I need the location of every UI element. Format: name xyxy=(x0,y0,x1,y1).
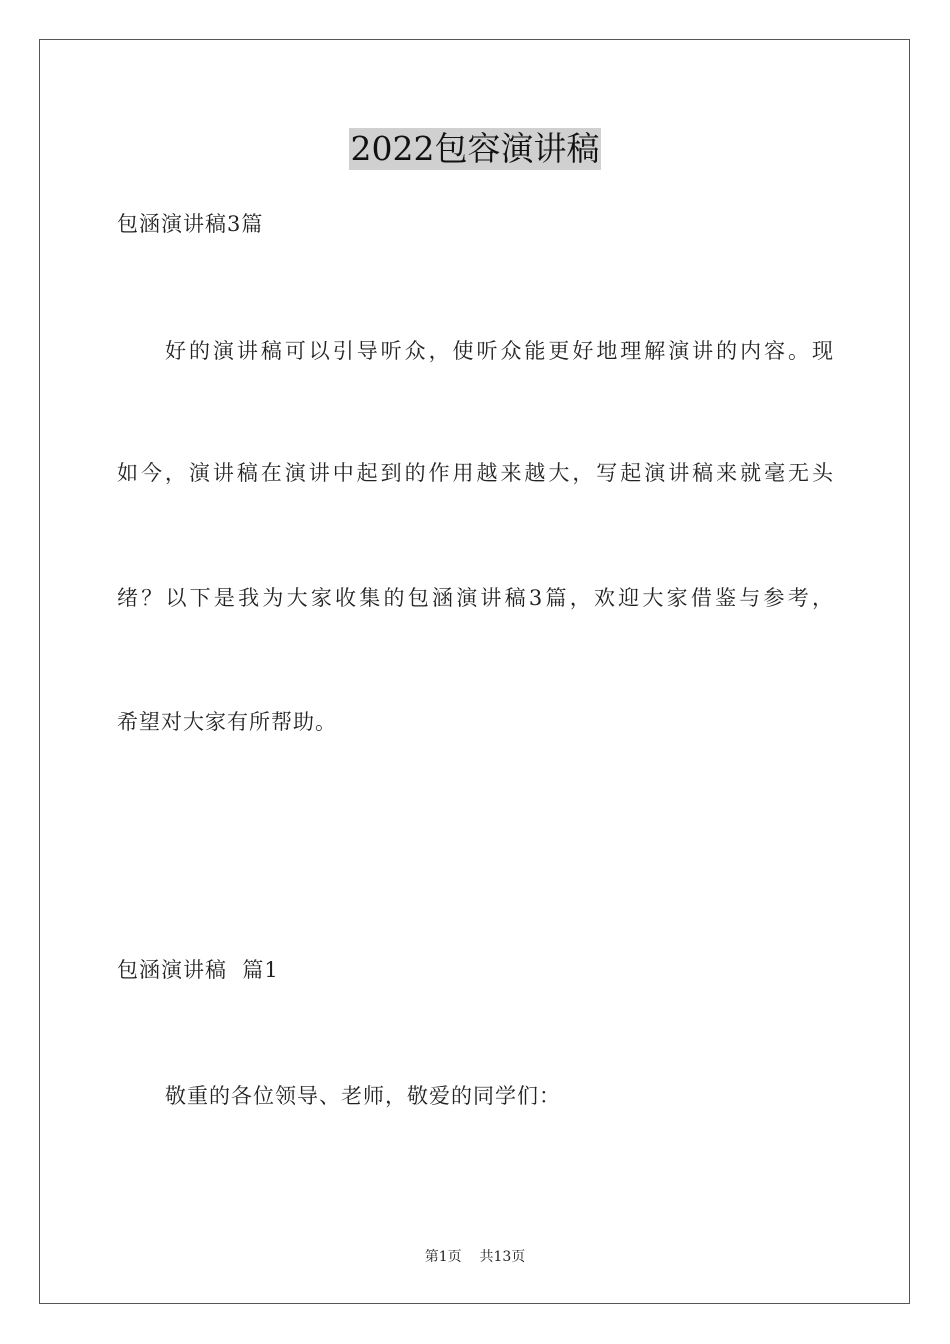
intro-line-4: 希望对大家有所帮助。 xyxy=(117,710,337,734)
page-number-footer: 第1页 共13页 xyxy=(424,1249,526,1265)
document-title: 2022包容演讲稿 xyxy=(350,129,600,168)
intro-line-3: 绪？以下是我为大家收集的包涵演讲稿3篇，欢迎大家借鉴与参考， xyxy=(117,586,833,610)
title-container xyxy=(0,128,950,170)
document-subtitle: 包涵演讲稿3篇 xyxy=(117,212,264,236)
intro-line-1: 好的演讲稿可以引导听众，使听众能更好地理解演讲的内容。现 xyxy=(165,339,833,363)
salutation: 敬重的各位领导、老师，敬爱的同学们： xyxy=(165,1084,561,1108)
section-heading: 包涵演讲稿 篇1 xyxy=(117,958,279,982)
intro-line-2: 如今，演讲稿在演讲中起到的作用越来越大，写起演讲稿来就毫无头 xyxy=(117,461,833,485)
